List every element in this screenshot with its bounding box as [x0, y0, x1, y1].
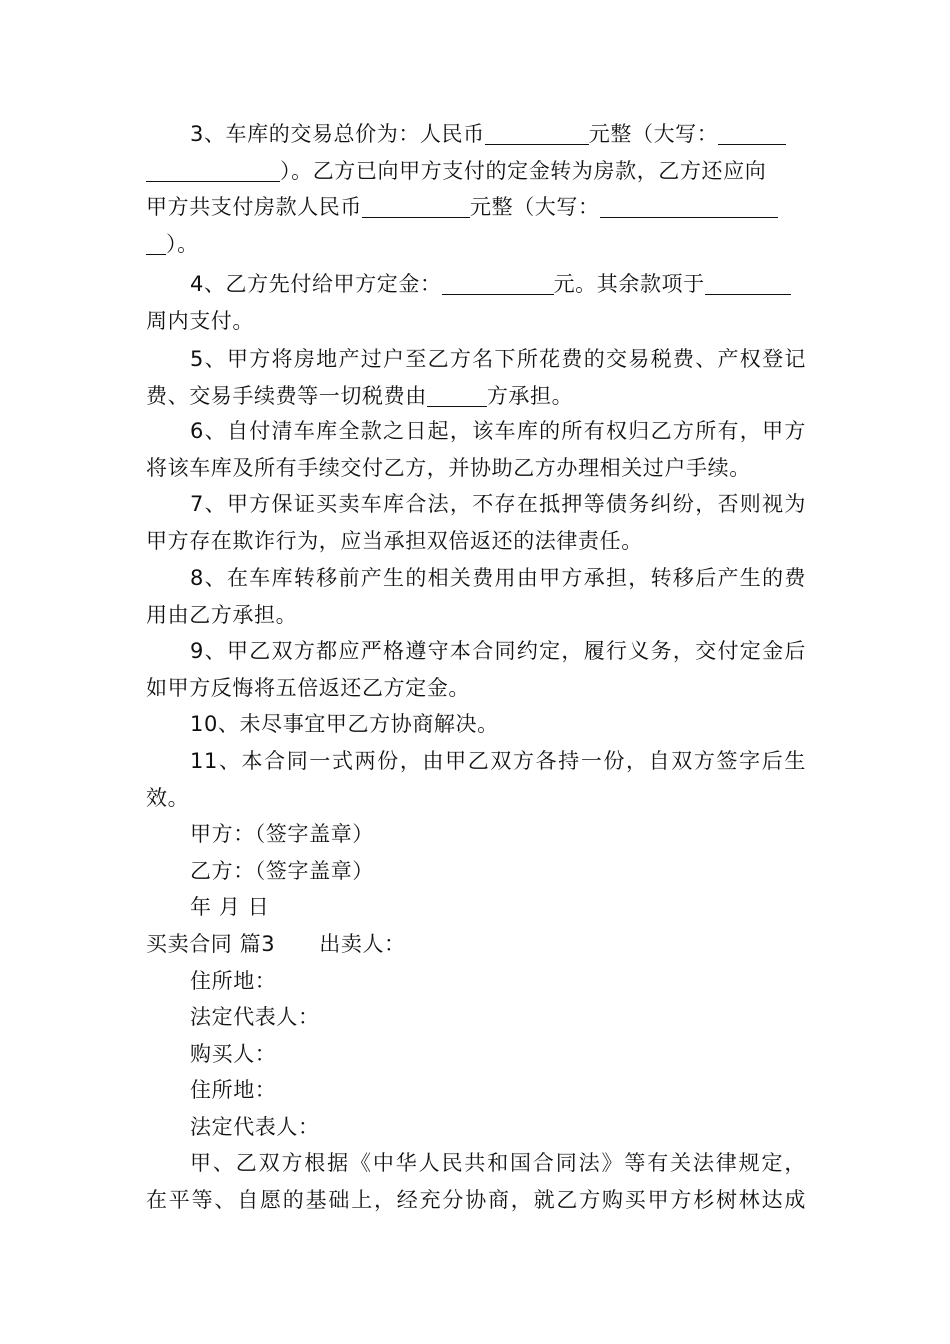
buyer-address: 住所地： — [190, 1078, 277, 1102]
clause-9-line-1: 9、甲乙双方都应严格遵守本合同约定，履行义务，交付定金后 — [190, 639, 806, 663]
blank-deposit — [442, 270, 554, 295]
clause-4-line-1: 4、乙方先付给甲方定金： 元。其余款项于 — [146, 266, 806, 303]
clause-9-line-2: 如甲方反悔将五倍返还乙方定金。 — [146, 675, 470, 700]
clause-7-line-2: 甲方存在欺诈行为，应当承担双倍返还的法律责任。 — [146, 528, 643, 553]
clause-4 — [146, 266, 806, 339]
buyer-label: 购买人： — [190, 1041, 277, 1066]
contract-3 — [146, 926, 806, 1218]
seller-representative: 法定代表人： — [190, 1005, 320, 1029]
clause-11-line-1: 11、本合同一式两份，由甲乙双方各持一份，自双方签字后生 — [190, 749, 806, 773]
clause-9 — [146, 633, 806, 706]
clause-11-line-2: 效。 — [146, 785, 190, 810]
blank-tax-party — [427, 382, 487, 407]
clause-6-line-2: 将该车库及所有手续交付乙方，并协助乙方办理相关过户手续。 — [146, 455, 751, 480]
seller-label: 出卖人： — [319, 932, 406, 956]
signature-block — [146, 816, 806, 926]
blank-total-price — [485, 120, 589, 145]
blank-weeks — [705, 270, 791, 295]
clause-3-line-2: ）。乙方已向甲方支付的定金转为房款，乙方还应向 — [146, 153, 806, 190]
blank-total-price-capital-cont — [146, 157, 280, 182]
clause-4-line-2: 周内支付。 — [146, 308, 254, 333]
seller-address: 住所地： — [190, 968, 277, 993]
clause-5-line-1: 5、甲方将房地产过户至乙方名下所花费的交易税费、产权登记 — [190, 347, 806, 371]
blank-total-price-capital — [718, 120, 786, 145]
buyer-representative: 法定代表人： — [190, 1114, 320, 1139]
blank-remaining-price — [362, 193, 470, 218]
clause-7-line-1: 7、甲方保证买卖车库合法，不存在抵押等债务纠纷，否则视为 — [190, 492, 806, 516]
party-b-signature: 乙方：（签字盖章） — [190, 858, 374, 883]
clause-8-line-2: 用由乙方承担。 — [146, 602, 298, 627]
clause-5 — [146, 341, 806, 414]
clause-5-line-2: 费、交易手续费等一切税费由 方承担。 — [146, 383, 574, 408]
blank-remaining-price-capital-cont — [146, 230, 166, 255]
clause-11 — [146, 743, 806, 816]
clause-6-line-1: 6、自付清车库全款之日起，该车库的所有权归乙方所有，甲方 — [190, 419, 806, 443]
clause-6 — [146, 413, 806, 486]
clause-3-line-4: ）。 — [146, 226, 806, 263]
clause-3 — [146, 116, 806, 262]
clause-8-line-1: 8、在车库转移前产生的相关费用由甲方承担，转移后产生的费 — [190, 566, 806, 590]
blank-remaining-price-capital — [600, 193, 778, 218]
clause-7 — [146, 486, 806, 559]
clause-8 — [146, 560, 806, 633]
clause-10 — [146, 706, 806, 743]
clause-3-line-1: 3、车库的交易总价为：人民币 元整（大写： — [146, 116, 806, 153]
contract-3-title: 买卖合同 篇3 — [146, 932, 276, 956]
contract-3-intro-line-2: 在平等、自愿的基础上，经充分协商，就乙方购买甲方杉树林达成 — [146, 1187, 806, 1212]
clause-3-line-3: 甲方共支付房款人民币 元整（大写： — [146, 189, 806, 226]
party-a-signature: 甲方：（签字盖章） — [190, 822, 374, 846]
contract-3-intro-line-1: 甲、乙双方根据《中华人民共和国合同法》等有关法律规定， — [190, 1151, 806, 1175]
signature-date: 年 月 日 — [190, 895, 270, 919]
contract-3-heading-line — [146, 926, 806, 963]
clause-10-line-1: 10、未尽事宜甲乙方协商解决。 — [190, 712, 499, 736]
